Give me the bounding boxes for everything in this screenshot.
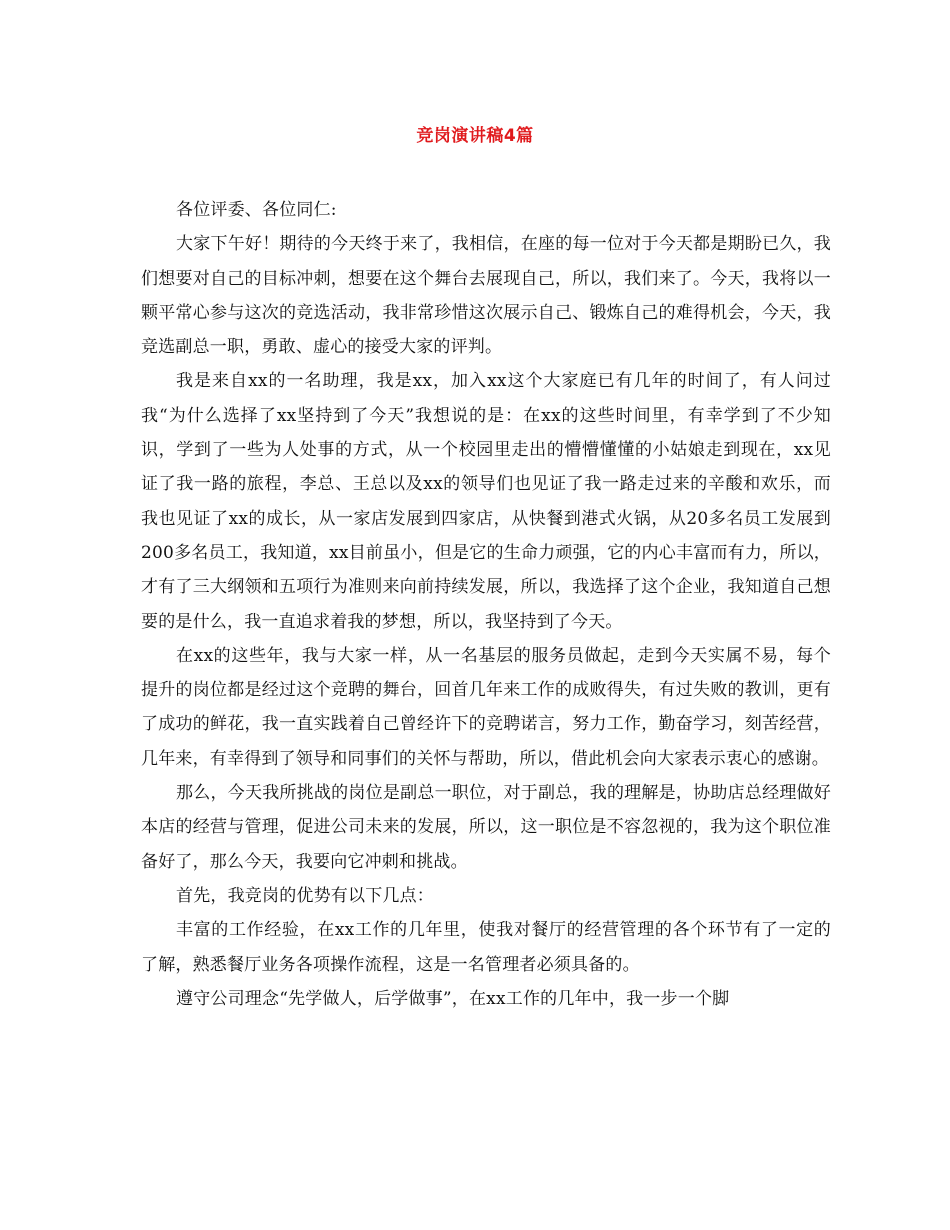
body-paragraph: 我是来自xx的一名助理，我是xx，加入xx这个大家庭已有几年的时间了，有人问过我“为什么选择了xx坚持到了今天”我想说的是：在xx的这些时间里，有幸学到了不少知识，学到了一些为人处事的方式，从一个校园里走出的懵懵懂懂的小姑娘走到现在，xx见证了我一路的旅程，李总、王总以及xx的领导们也见证了我一路走过来的辛酸和欢乐，而我也见证了xx的成长，从一家店发展到四家店，从快餐到港式火锅，从20多名员工发展到200多名员工，我知道，xx目前虽小，但是它的生命力顽强，它的内心丰富而有力，所以，才有了三大纲领和五项行为准则来向前持续发展，所以，我选择了这个企业，我知道自己想要的是什么，我一直追求着我的梦想，所以，我坚持到了今天。 [141,371,831,632]
document-body [141,193,831,1016]
document-title: 竞岗演讲稿4篇 [416,126,534,146]
body-paragraph: 在xx的这些年，我与大家一样，从一名基层的服务员做起，走到今天实属不易，每个提升的岗位都是经过这个竞聘的舞台，回首几年来工作的成败得失，有过失败的教训，更有了成功的鲜花，我一直实践着自己曾经许下的竞聘诺言，努力工作，勤奋学习，刻苦经营，几年来，有幸得到了领导和同事们的关怀与帮助，所以，借此机会向大家表示衷心的感谢。 [141,645,831,769]
body-paragraph: 大家下午好！期待的今天终于来了，我相信，在座的每一位对于今天都是期盼已久，我们想要对自己的目标冲刺，想要在这个舞台去展现自己，所以，我们来了。今天，我将以一颗平常心参与这次的竞选活动，我非常珍惜这次展示自己、锻炼自己的难得机会，今天，我竞选副总一职，勇敢、虚心的接受大家的评判。 [141,234,831,358]
body-paragraph: 那么，今天我所挑战的岗位是副总一职位，对于副总，我的理解是，协助店总经理做好本店的经营与管理，促进公司未来的发展，所以，这一职位是不容忽视的，我为这个职位准备好了，那么今天，我要向它冲刺和挑战。 [141,783,831,872]
body-paragraph: 遵守公司理念“先学做人，后学做事”，在xx工作的几年中，我一步一个脚 [176,988,730,1009]
body-paragraph: 丰富的工作经验，在xx工作的几年里，使我对餐厅的经营管理的各个环节有了一定的了解，熟悉餐厅业务各项操作流程，这是一名管理者必须具备的。 [141,920,831,975]
body-paragraph: 首先，我竞岗的优势有以下几点： [176,885,434,906]
salutation-paragraph: 各位评委、各位同仁: [176,200,337,220]
